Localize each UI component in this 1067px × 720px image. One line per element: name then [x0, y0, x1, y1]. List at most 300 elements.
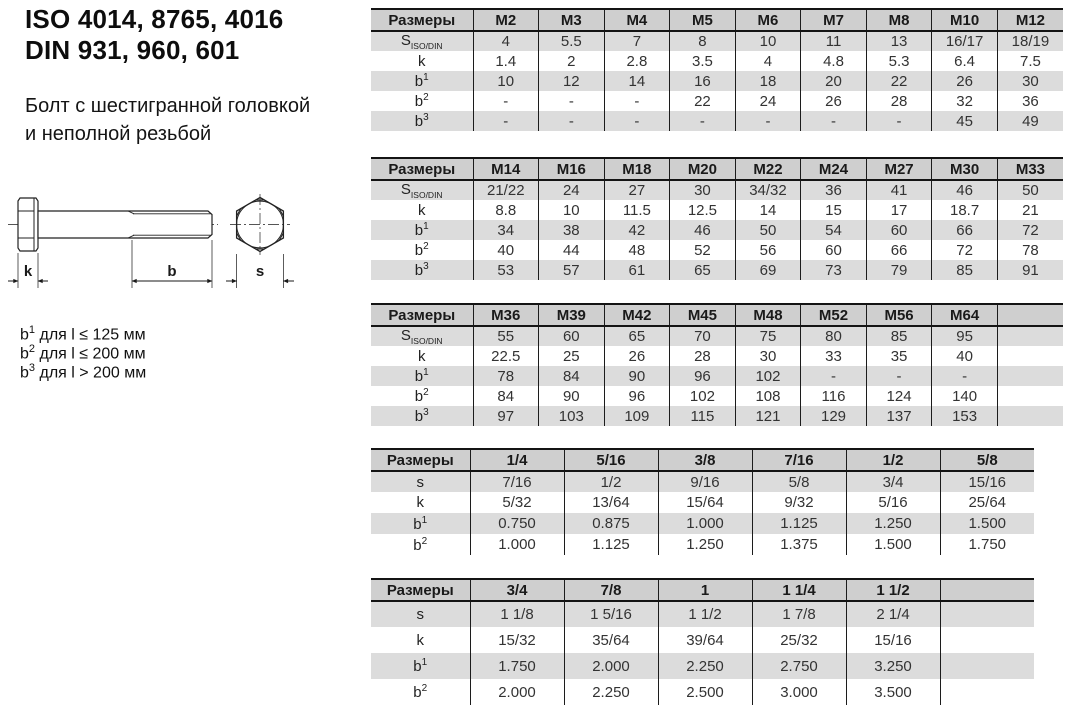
- value-cell: 109: [604, 406, 670, 426]
- value-cell: 46: [932, 180, 998, 200]
- size-column-header: M39: [539, 304, 605, 326]
- value-cell: 3.500: [846, 679, 940, 705]
- size-column-header: M36: [473, 304, 539, 326]
- dimension-b: [132, 240, 212, 288]
- table-row: [371, 51, 1063, 71]
- value-cell: 16: [670, 71, 736, 91]
- size-column-header: M27: [866, 158, 932, 180]
- table-row: [371, 601, 1034, 627]
- row-label: k: [418, 347, 426, 365]
- size-column-header: M8: [866, 9, 932, 31]
- table-metric-m2-m12: [371, 8, 1063, 131]
- row-label: $b^1$: [414, 72, 429, 90]
- value-cell: 1 5/16: [564, 601, 658, 627]
- value-cell: 78: [997, 240, 1063, 260]
- value-cell: -: [866, 111, 932, 131]
- row-label: $b^2$: [414, 241, 429, 259]
- value-cell: 25/64: [940, 492, 1034, 513]
- value-cell: 2.8: [604, 51, 670, 71]
- size-column-header: M10: [932, 9, 998, 31]
- value-cell: 10: [735, 31, 801, 51]
- value-cell: 15/32: [470, 627, 564, 653]
- value-cell: 1.750: [940, 534, 1034, 555]
- table-row: [371, 91, 1063, 111]
- row-label: k: [416, 631, 424, 649]
- description-line-2: и неполной резьбой: [25, 123, 212, 145]
- value-cell: 52: [670, 240, 736, 260]
- value-cell: 50: [997, 180, 1063, 200]
- size-column-header: M2: [473, 9, 539, 31]
- table-row: [371, 346, 1063, 366]
- size-column-header: M7: [801, 9, 867, 31]
- value-cell: 95: [932, 326, 998, 346]
- size-column-header: M56: [866, 304, 932, 326]
- value-cell: 2.750: [752, 653, 846, 679]
- value-cell: 2.250: [564, 679, 658, 705]
- value-cell: 7: [604, 31, 670, 51]
- value-cell: 1.375: [752, 534, 846, 555]
- value-cell: 80: [801, 326, 867, 346]
- size-column-header: 1: [658, 579, 752, 601]
- value-cell: 12.5: [670, 200, 736, 220]
- value-cell: 8.8: [473, 200, 539, 220]
- value-cell: 45: [932, 111, 998, 131]
- value-cell: 18.7: [932, 200, 998, 220]
- value-cell: -: [604, 91, 670, 111]
- table-row: [371, 220, 1063, 240]
- value-cell: 8: [670, 31, 736, 51]
- value-cell: 10: [473, 71, 539, 91]
- value-cell: 1/2: [564, 471, 658, 492]
- bolt-end-view: [230, 194, 290, 255]
- size-column-header: 3/4: [470, 579, 564, 601]
- value-cell: 2.250: [658, 653, 752, 679]
- value-cell: 137: [866, 406, 932, 426]
- value-cell: 1.250: [846, 513, 940, 534]
- value-cell: 12: [539, 71, 605, 91]
- value-cell: 1.750: [470, 653, 564, 679]
- row-label: $S_{ISO/DIN}$: [400, 181, 443, 200]
- iso-standards-line: ISO 4014, 8765, 4016: [25, 4, 284, 34]
- value-cell: 33: [801, 346, 867, 366]
- value-cell: 96: [604, 386, 670, 406]
- value-cell: 2: [539, 51, 605, 71]
- value-cell: 5.3: [866, 51, 932, 71]
- value-cell: -: [866, 366, 932, 386]
- value-cell: 53: [473, 260, 539, 280]
- value-cell: 27: [604, 180, 670, 200]
- value-cell: 0.875: [564, 513, 658, 534]
- value-cell: 38: [539, 220, 605, 240]
- value-cell: 65: [604, 326, 670, 346]
- dimension-label-k: k: [23, 263, 33, 280]
- value-cell: 16/17: [932, 31, 998, 51]
- value-cell: 1.000: [470, 534, 564, 555]
- value-cell: 116: [801, 386, 867, 406]
- value-cell: [997, 326, 1063, 346]
- value-cell: 26: [604, 346, 670, 366]
- size-column-header: M18: [604, 158, 670, 180]
- size-column-header: M5: [670, 9, 736, 31]
- value-cell: [997, 346, 1063, 366]
- value-cell: 11: [801, 31, 867, 51]
- size-column-header: M42: [604, 304, 670, 326]
- value-cell: 2.500: [658, 679, 752, 705]
- value-cell: 103: [539, 406, 605, 426]
- header-row: [371, 449, 1034, 471]
- value-cell: 1.000: [658, 513, 752, 534]
- table-row: [371, 240, 1063, 260]
- value-cell: -: [670, 111, 736, 131]
- size-column-header: M20: [670, 158, 736, 180]
- value-cell: 69: [735, 260, 801, 280]
- value-cell: [940, 653, 1034, 679]
- description-line-1: Болт с шестигранной головкой: [25, 95, 311, 117]
- size-column-header: 5/16: [564, 449, 658, 471]
- value-cell: 32: [932, 91, 998, 111]
- value-cell: 28: [866, 91, 932, 111]
- sizes-column-header: Размеры: [371, 449, 470, 471]
- value-cell: 60: [866, 220, 932, 240]
- row-label: k: [418, 52, 426, 70]
- value-cell: 17: [866, 200, 932, 220]
- size-column-header: M30: [932, 158, 998, 180]
- size-column-header: M6: [735, 9, 801, 31]
- table-row: [371, 31, 1063, 51]
- row-label: $b^3$: [414, 407, 429, 425]
- value-cell: 2.000: [470, 679, 564, 705]
- row-label: $b^1$: [414, 367, 429, 385]
- table-row: [371, 653, 1034, 679]
- value-cell: 65: [670, 260, 736, 280]
- value-cell: 15/16: [846, 627, 940, 653]
- value-cell: 39/64: [658, 627, 752, 653]
- value-cell: 25/32: [752, 627, 846, 653]
- value-cell: 30: [997, 71, 1063, 91]
- value-cell: 42: [604, 220, 670, 240]
- value-cell: 2.000: [564, 653, 658, 679]
- size-column-header: [997, 304, 1063, 326]
- size-column-header: M16: [539, 158, 605, 180]
- value-cell: -: [473, 91, 539, 111]
- value-cell: 46: [670, 220, 736, 240]
- row-label: $S_{ISO/DIN}$: [400, 32, 443, 51]
- value-cell: 22: [670, 91, 736, 111]
- value-cell: 40: [932, 346, 998, 366]
- length-notes: [20, 321, 147, 382]
- value-cell: 60: [801, 240, 867, 260]
- note-b2: $b^2$ для l ≤ 200 мм: [20, 343, 146, 363]
- value-cell: -: [932, 366, 998, 386]
- size-column-header: 5/8: [940, 449, 1034, 471]
- value-cell: 5/8: [752, 471, 846, 492]
- value-cell: 153: [932, 406, 998, 426]
- value-cell: 0.750: [470, 513, 564, 534]
- value-cell: 57: [539, 260, 605, 280]
- value-cell: 50: [735, 220, 801, 240]
- table-row: [371, 366, 1063, 386]
- metric-sizes-m14-m33: [371, 157, 1063, 280]
- value-cell: 79: [866, 260, 932, 280]
- value-cell: 28: [670, 346, 736, 366]
- row-label: $b^2$: [413, 683, 428, 701]
- value-cell: 25: [539, 346, 605, 366]
- value-cell: 5/16: [846, 492, 940, 513]
- value-cell: 36: [997, 91, 1063, 111]
- sizes-column-header: Размеры: [371, 579, 470, 601]
- row-label: k: [418, 201, 426, 219]
- value-cell: -: [801, 366, 867, 386]
- note-b3: $b^3$ для l > 200 мм: [20, 362, 147, 382]
- value-cell: 140: [932, 386, 998, 406]
- row-label: s: [416, 473, 424, 491]
- value-cell: -: [735, 111, 801, 131]
- value-cell: 102: [735, 366, 801, 386]
- size-column-header: M45: [670, 304, 736, 326]
- value-cell: 15: [801, 200, 867, 220]
- size-column-header: [940, 579, 1034, 601]
- value-cell: 115: [670, 406, 736, 426]
- value-cell: 14: [735, 200, 801, 220]
- imperial-sizes-threequarters-to-oneandhalf: [371, 578, 1034, 705]
- value-cell: 60: [539, 326, 605, 346]
- header-row: [371, 304, 1063, 326]
- value-cell: -: [801, 111, 867, 131]
- row-label: $b^3$: [414, 112, 429, 130]
- table-row: [371, 406, 1063, 426]
- size-column-header: M33: [997, 158, 1063, 180]
- value-cell: 5/32: [470, 492, 564, 513]
- row-label: $b^1$: [413, 514, 428, 533]
- value-cell: 9/16: [658, 471, 752, 492]
- value-cell: 121: [735, 406, 801, 426]
- value-cell: 78: [473, 366, 539, 386]
- value-cell: 34: [473, 220, 539, 240]
- value-cell: 55: [473, 326, 539, 346]
- value-cell: 124: [866, 386, 932, 406]
- value-cell: 21: [997, 200, 1063, 220]
- size-column-header: M3: [539, 9, 605, 31]
- row-label: $b^3$: [414, 261, 429, 279]
- value-cell: -: [604, 111, 670, 131]
- row-label: $b^2$: [414, 387, 429, 405]
- size-column-header: 7/16: [752, 449, 846, 471]
- metric-sizes-m2-m12: [371, 8, 1063, 131]
- value-cell: 3.000: [752, 679, 846, 705]
- value-cell: 2 1/4: [846, 601, 940, 627]
- table-row: [371, 260, 1063, 280]
- table-imperial-small: [371, 448, 1034, 555]
- size-column-header: 1 1/4: [752, 579, 846, 601]
- value-cell: 66: [932, 220, 998, 240]
- value-cell: 61: [604, 260, 670, 280]
- value-cell: 3/4: [846, 471, 940, 492]
- imperial-sizes-quarter-to-fiveeighths: [371, 448, 1034, 555]
- value-cell: 30: [735, 346, 801, 366]
- dimension-k: [8, 253, 48, 288]
- value-cell: 3.250: [846, 653, 940, 679]
- value-cell: 90: [604, 366, 670, 386]
- value-cell: -: [539, 91, 605, 111]
- standards-title: [25, 4, 283, 66]
- value-cell: 6.4: [932, 51, 998, 71]
- value-cell: 41: [866, 180, 932, 200]
- note-b1: $b^1$ для l ≤ 125 мм: [20, 324, 146, 344]
- value-cell: 90: [539, 386, 605, 406]
- value-cell: 26: [801, 91, 867, 111]
- value-cell: 56: [735, 240, 801, 260]
- value-cell: 108: [735, 386, 801, 406]
- value-cell: 35/64: [564, 627, 658, 653]
- header-row: [371, 158, 1063, 180]
- bolt-head-outline: [18, 198, 38, 251]
- value-cell: 84: [539, 366, 605, 386]
- value-cell: 1.250: [658, 534, 752, 555]
- header-row: [371, 9, 1063, 31]
- value-cell: 4: [473, 31, 539, 51]
- table-row: [371, 386, 1063, 406]
- table-row: [371, 534, 1034, 555]
- table-row: [371, 326, 1063, 346]
- value-cell: 1.125: [564, 534, 658, 555]
- table-row: [371, 71, 1063, 91]
- value-cell: 9/32: [752, 492, 846, 513]
- value-cell: 7/16: [470, 471, 564, 492]
- size-column-header: M48: [735, 304, 801, 326]
- value-cell: 5.5: [539, 31, 605, 51]
- value-cell: [997, 386, 1063, 406]
- size-column-header: M64: [932, 304, 998, 326]
- value-cell: 48: [604, 240, 670, 260]
- size-column-header: 7/8: [564, 579, 658, 601]
- row-label: $b^2$: [413, 535, 428, 554]
- row-label: k: [416, 494, 424, 511]
- value-cell: 129: [801, 406, 867, 426]
- dimension-label-s: s: [255, 263, 265, 280]
- size-column-header: M14: [473, 158, 539, 180]
- dimension-label-b: b: [167, 263, 177, 280]
- size-column-header: M4: [604, 9, 670, 31]
- row-label: s: [416, 606, 424, 623]
- row-label: $b^2$: [414, 92, 429, 110]
- value-cell: 3.5: [670, 51, 736, 71]
- value-cell: [997, 406, 1063, 426]
- bolt-shank-outline: [38, 211, 212, 238]
- size-column-header: M12: [997, 9, 1063, 31]
- value-cell: 22.5: [473, 346, 539, 366]
- value-cell: 96: [670, 366, 736, 386]
- value-cell: 44: [539, 240, 605, 260]
- value-cell: 24: [539, 180, 605, 200]
- table-metric-m14-m33: [371, 157, 1063, 280]
- value-cell: 13: [866, 31, 932, 51]
- value-cell: 102: [670, 386, 736, 406]
- value-cell: 14: [604, 71, 670, 91]
- value-cell: 66: [866, 240, 932, 260]
- value-cell: 97: [473, 406, 539, 426]
- value-cell: 49: [997, 111, 1063, 131]
- value-cell: 35: [866, 346, 932, 366]
- size-column-header: 1/4: [470, 449, 564, 471]
- value-cell: [940, 679, 1034, 705]
- value-cell: -: [473, 111, 539, 131]
- value-cell: 4.8: [801, 51, 867, 71]
- sizes-column-header: Размеры: [371, 9, 473, 31]
- value-cell: 18: [735, 71, 801, 91]
- value-cell: 10: [539, 200, 605, 220]
- value-cell: -: [539, 111, 605, 131]
- metric-sizes-m36-m64: [371, 303, 1063, 426]
- table-row: [371, 627, 1034, 653]
- row-label: $b^1$: [414, 221, 429, 239]
- value-cell: 30: [670, 180, 736, 200]
- value-cell: 1.500: [940, 513, 1034, 534]
- value-cell: 26: [932, 71, 998, 91]
- value-cell: 11.5: [604, 200, 670, 220]
- sizes-column-header: Размеры: [371, 158, 473, 180]
- value-cell: 1 1/2: [658, 601, 752, 627]
- value-cell: 20: [801, 71, 867, 91]
- value-cell: 85: [932, 260, 998, 280]
- table-imperial-large: [371, 578, 1034, 705]
- size-column-header: M52: [801, 304, 867, 326]
- table-metric-m36-m64: [371, 303, 1063, 426]
- table-row: [371, 471, 1034, 492]
- table-row: [371, 492, 1034, 513]
- size-column-header: M22: [735, 158, 801, 180]
- value-cell: 54: [801, 220, 867, 240]
- size-column-header: 1/2: [846, 449, 940, 471]
- value-cell: 36: [801, 180, 867, 200]
- bolt-side-view: [8, 198, 218, 251]
- value-cell: 85: [866, 326, 932, 346]
- row-label: $S_{ISO/DIN}$: [400, 327, 443, 346]
- dimension-s: [226, 254, 294, 288]
- value-cell: [940, 627, 1034, 653]
- size-column-header: 3/8: [658, 449, 752, 471]
- value-cell: 1.125: [752, 513, 846, 534]
- value-cell: 22: [866, 71, 932, 91]
- value-cell: 73: [801, 260, 867, 280]
- value-cell: 72: [997, 220, 1063, 240]
- product-description: [25, 92, 310, 148]
- table-row: [371, 513, 1034, 534]
- din-standards-line: DIN 931, 960, 601: [25, 35, 240, 65]
- table-row: [371, 180, 1063, 200]
- value-cell: 34/32: [735, 180, 801, 200]
- value-cell: 40: [473, 240, 539, 260]
- value-cell: 15/64: [658, 492, 752, 513]
- value-cell: 15/16: [940, 471, 1034, 492]
- value-cell: 1 1/8: [470, 601, 564, 627]
- value-cell: 1.4: [473, 51, 539, 71]
- value-cell: 75: [735, 326, 801, 346]
- value-cell: 84: [473, 386, 539, 406]
- size-column-header: 1 1/2: [846, 579, 940, 601]
- value-cell: 4: [735, 51, 801, 71]
- value-cell: [997, 366, 1063, 386]
- value-cell: [940, 601, 1034, 627]
- table-row: [371, 200, 1063, 220]
- value-cell: 24: [735, 91, 801, 111]
- value-cell: 70: [670, 326, 736, 346]
- value-cell: 7.5: [997, 51, 1063, 71]
- header-row: [371, 579, 1034, 601]
- value-cell: 1 7/8: [752, 601, 846, 627]
- sizes-column-header: Размеры: [371, 304, 473, 326]
- value-cell: 18/19: [997, 31, 1063, 51]
- value-cell: 91: [997, 260, 1063, 280]
